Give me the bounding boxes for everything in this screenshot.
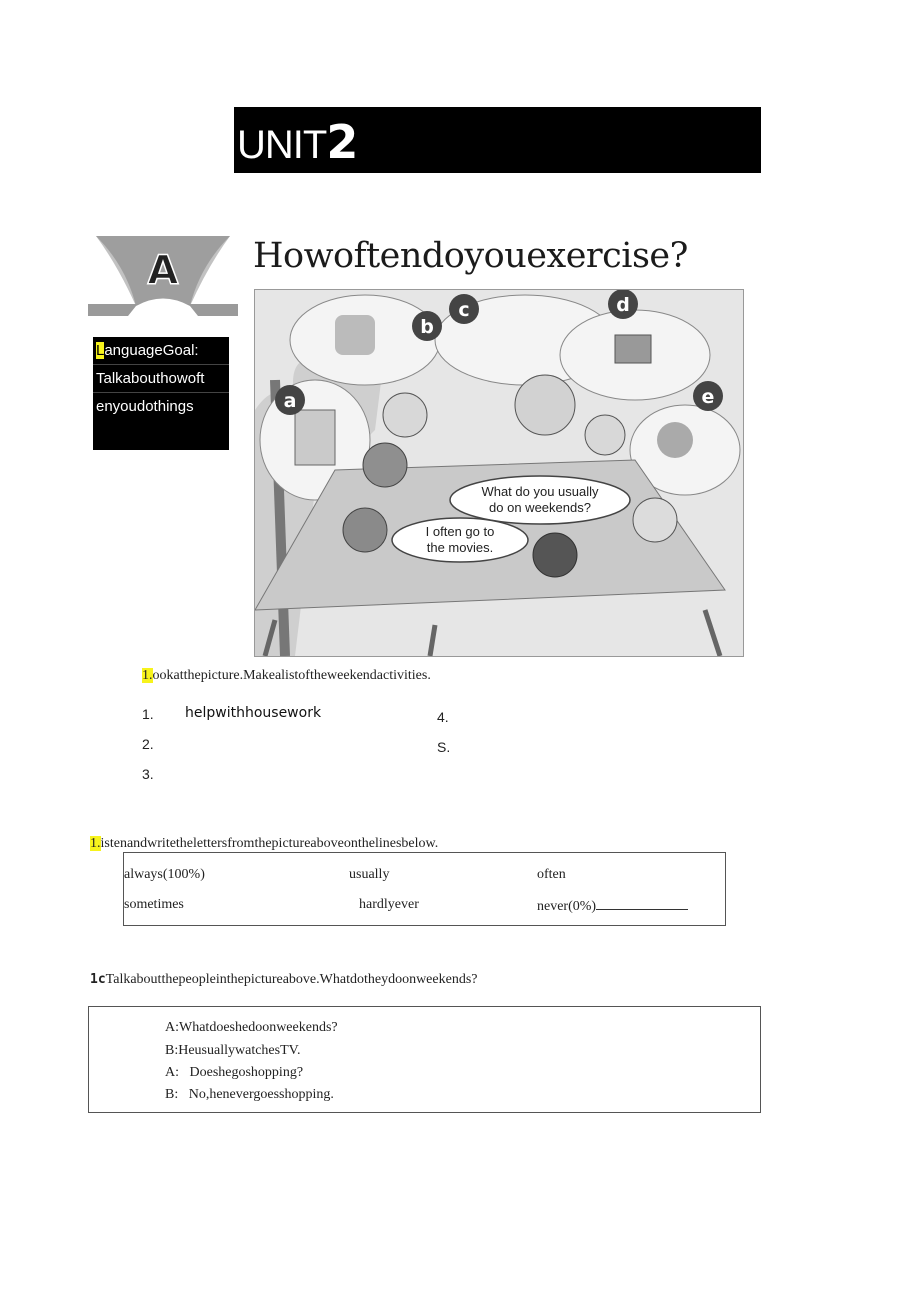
ex1c-instruction-text: Talkaboutthepeopleinthepictureabove.Whatdotheydoonweekends? bbox=[105, 972, 478, 987]
unit-title bbox=[237, 115, 358, 169]
ex1a-instruction-text: ookatthepicture.Makealistoftheweekendactivities. bbox=[152, 668, 431, 683]
ex1a-item-2-number: 2. bbox=[142, 736, 154, 752]
picture-label-c bbox=[449, 294, 479, 324]
ex1b-marker: 1. bbox=[90, 836, 101, 851]
ex1c-instruction bbox=[90, 972, 477, 988]
dialogue-line-2: B:HeusuallywatchesTV. bbox=[165, 1043, 301, 1058]
unit-number: 2 bbox=[326, 115, 359, 169]
ex1a-item-3-number: 3. bbox=[142, 766, 154, 782]
ex1a-instruction bbox=[142, 668, 431, 684]
picture-label-b bbox=[412, 311, 442, 341]
goal-line-2: Talkabouthowoft bbox=[93, 365, 229, 393]
bubble-question-line-1: What do you usually bbox=[481, 484, 599, 499]
freq-sometimes: sometimes bbox=[124, 897, 184, 912]
svg-text:c: c bbox=[458, 299, 470, 321]
section-letter: A bbox=[147, 248, 179, 294]
ex1a-item-1-number: 1. bbox=[142, 706, 154, 722]
ex1a-item-5-number: S. bbox=[437, 739, 451, 755]
svg-text:d: d bbox=[616, 294, 630, 316]
svg-text:a: a bbox=[283, 390, 297, 412]
weekend-activities-illustration bbox=[254, 289, 744, 657]
ex1b-instruction-text: istenandwritethelettersfromthepictureaboveonthelinesbelow. bbox=[100, 836, 439, 851]
picture-label-a bbox=[275, 385, 305, 415]
goal-text-1: anguageGoal: bbox=[104, 342, 199, 359]
unit-word: UNIT bbox=[237, 123, 327, 167]
unit-banner bbox=[234, 107, 761, 173]
picture-label-d bbox=[608, 289, 638, 319]
bubble-answer-line-2: the movies. bbox=[426, 540, 494, 555]
freq-always: always(100%) bbox=[124, 867, 205, 882]
ex1a-item-1-answer: helpwithhousework bbox=[185, 705, 322, 721]
ex1a-item-4-number: 4. bbox=[437, 709, 449, 725]
freq-never: never(0%) bbox=[537, 899, 597, 914]
bubble-question-line-2: do on weekends? bbox=[489, 500, 591, 515]
goal-line-3: enyoudothings bbox=[96, 398, 194, 415]
frequency-table bbox=[123, 852, 726, 926]
freq-often: often bbox=[537, 867, 566, 882]
ex1c-label: 1c bbox=[90, 972, 106, 987]
section-a-badge bbox=[88, 236, 238, 316]
language-goal-box bbox=[93, 337, 229, 450]
lesson-title: Howoftendoyouexercise? bbox=[253, 236, 688, 276]
dialogue-line-3: A: Doeshegoshopping? bbox=[165, 1065, 304, 1080]
ex1b-instruction bbox=[90, 836, 438, 852]
svg-text:e: e bbox=[701, 386, 715, 408]
svg-text:b: b bbox=[420, 316, 434, 338]
answer-blank-line[interactable] bbox=[596, 897, 688, 910]
goal-marker: L bbox=[96, 342, 105, 359]
ex1a-marker: 1. bbox=[142, 668, 153, 683]
dialogue-line-1: A:Whatdoeshedoonweekends? bbox=[165, 1020, 338, 1035]
goal-line-1 bbox=[93, 337, 229, 365]
bubble-answer-line-1: I often go to bbox=[425, 524, 495, 539]
freq-usually: usually bbox=[349, 867, 390, 882]
freq-never-cell bbox=[537, 897, 688, 915]
dialogue-box bbox=[88, 1006, 761, 1113]
dialogue-line-4: B: No,henevergoesshopping. bbox=[165, 1087, 334, 1102]
picture-label-e bbox=[693, 381, 723, 411]
freq-hardly-ever: hardlyever bbox=[359, 897, 419, 912]
